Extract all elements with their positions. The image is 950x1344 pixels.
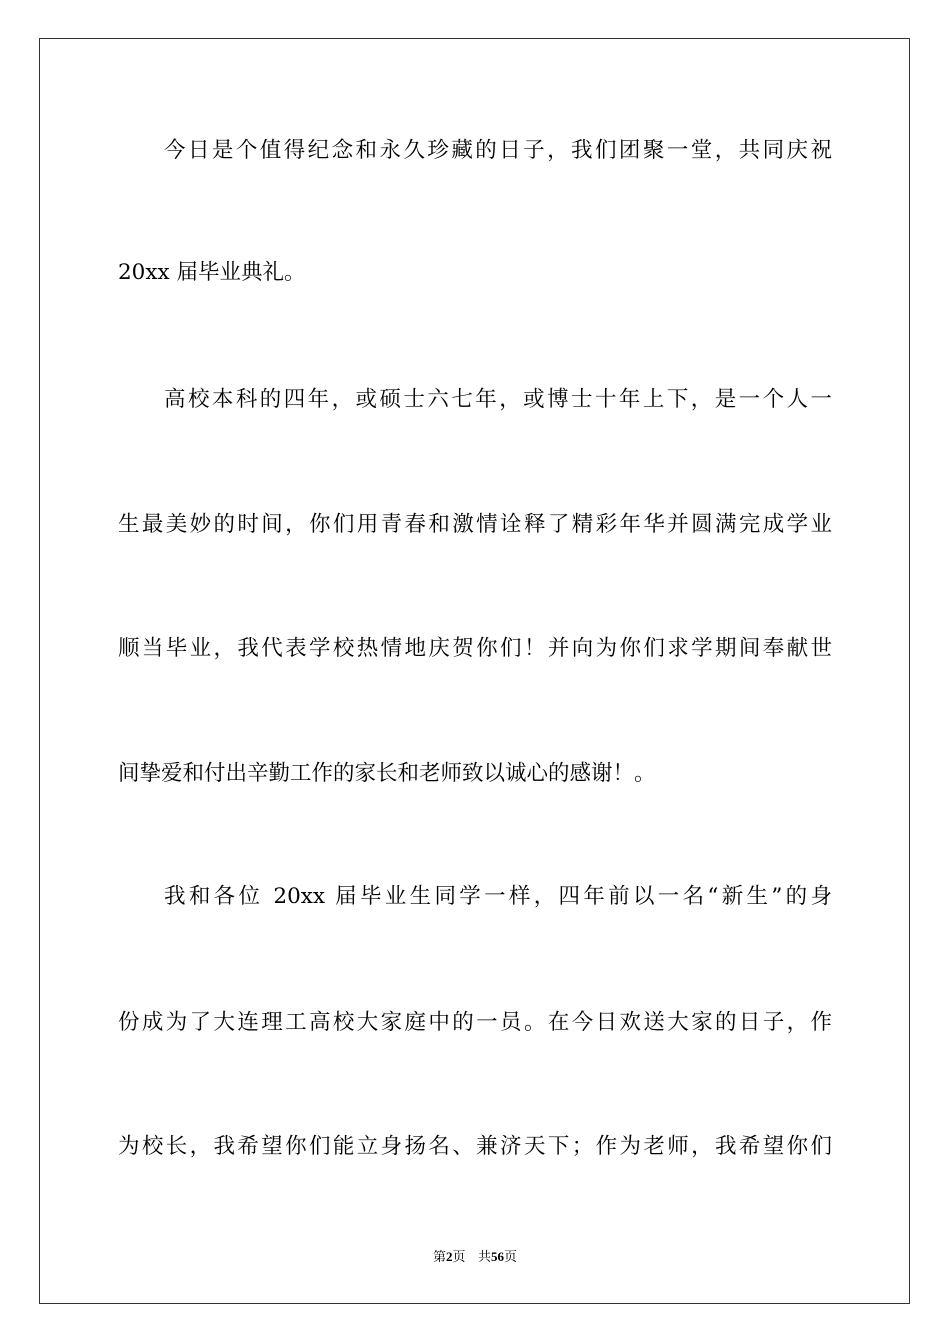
page-border bbox=[39, 38, 910, 1304]
footer-prefix: 第 bbox=[433, 1250, 447, 1265]
footer-page-suffix: 页 bbox=[452, 1250, 466, 1265]
paragraph-2-line-2: 生最美妙的时间，你们用青春和激情诠释了精彩年华并圆满完成学业 bbox=[118, 512, 832, 537]
paragraph-2-line-4: 间挚爱和付出辛勤工作的家长和老师致以诚心的感谢！。 bbox=[118, 761, 656, 786]
paragraph-1-line-1: 今日是个值得纪念和永久珍藏的日子，我们团聚一堂，共同庆祝 bbox=[164, 138, 832, 163]
footer-total-pages: 56 bbox=[490, 1249, 504, 1264]
paragraph-2-line-3: 顺当毕业，我代表学校热情地庆贺你们！并向为你们求学期间奉献世 bbox=[118, 636, 832, 661]
footer-page-number: 2 bbox=[446, 1249, 453, 1264]
paragraph-3-line-3: 为校长，我希望你们能立身扬名、兼济天下；作为老师，我希望你们 bbox=[118, 1134, 832, 1159]
paragraph-3-line-2: 份成为了大连理工高校大家庭中的一员。在今日欢送大家的日子，作 bbox=[118, 1010, 832, 1035]
paragraph-1-line-2: 20xx 届毕业典礼。 bbox=[118, 260, 306, 285]
paragraph-3-line-1: 我和各位 20xx 届毕业生同学一样，四年前以一名“新生”的身 bbox=[164, 884, 832, 909]
paragraph-2-line-1: 高校本科的四年，或硕士六七年，或博士十年上下，是一个人一 bbox=[164, 387, 832, 412]
footer-total-suffix: 页 bbox=[503, 1250, 517, 1265]
footer-total-prefix: 共 bbox=[477, 1250, 491, 1265]
page-footer bbox=[0, 1248, 950, 1267]
